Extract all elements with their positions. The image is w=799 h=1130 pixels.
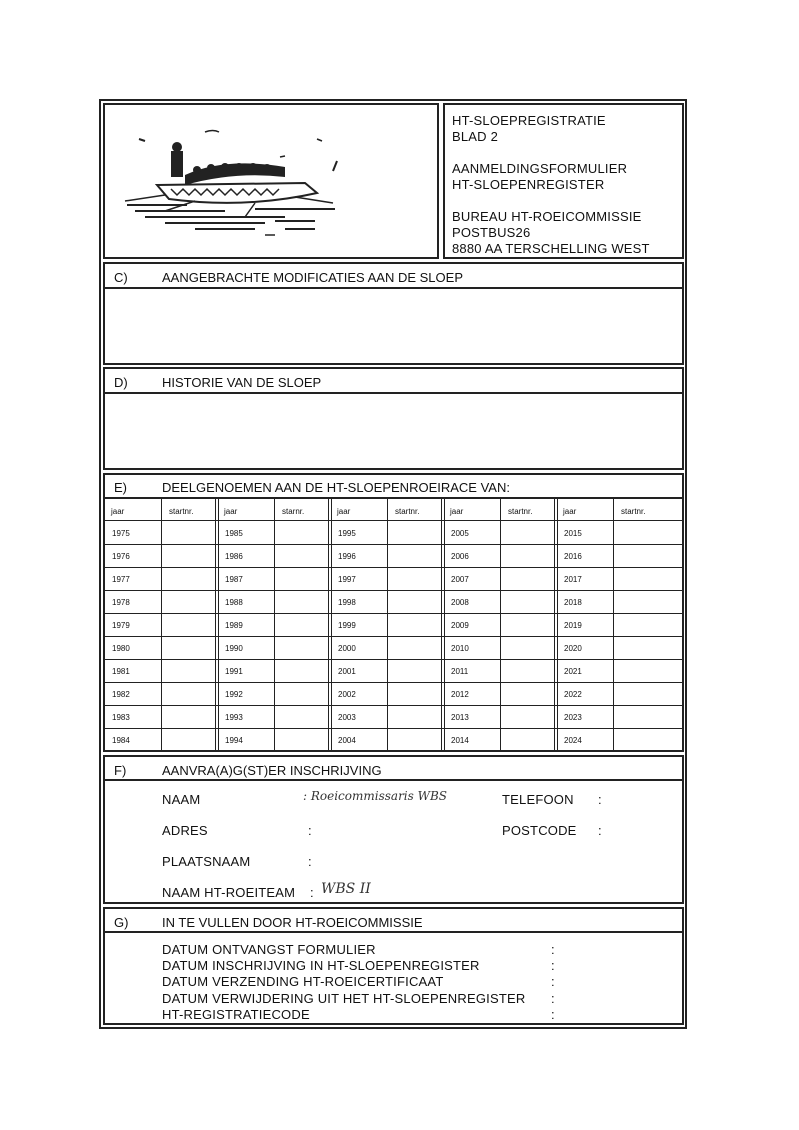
table-column-divider (441, 499, 442, 751)
table-row-divider (105, 659, 682, 660)
table-year-cell: 2007 (451, 575, 469, 584)
table-year-cell: 2022 (564, 690, 582, 699)
table-year-cell: 2006 (451, 552, 469, 561)
table-column-divider (218, 499, 219, 751)
table-year-cell: 1982 (112, 690, 130, 699)
table-year-cell: 1989 (225, 621, 243, 630)
table-startnr-cell[interactable] (615, 684, 678, 703)
table-row-divider (105, 590, 682, 591)
telefoon-label: TELEFOON (502, 792, 574, 807)
table-year-cell: 2012 (451, 690, 469, 699)
rowing-boat-logo (105, 105, 437, 257)
table-year-cell: 2013 (451, 713, 469, 722)
table-year-cell: 1992 (225, 690, 243, 699)
table-year-cell: 1997 (338, 575, 356, 584)
section-e-title: DEELGENOEMEN AAN DE HT-SLOEPENROEIRACE VAN: (162, 480, 510, 495)
table-header-startnr: startnr. (508, 507, 533, 516)
table-startnr-cell[interactable] (163, 684, 214, 703)
table-header-jaar: jaar (450, 507, 464, 516)
table-startnr-cell[interactable] (276, 730, 327, 749)
table-startnr-cell[interactable] (389, 707, 440, 726)
table-year-cell: 2000 (338, 644, 356, 653)
header-line-4: HT-SLOEPENREGISTER (452, 177, 605, 192)
table-startnr-cell[interactable] (163, 730, 214, 749)
table-year-cell: 2023 (564, 713, 582, 722)
naam-value[interactable]: : Roeicommissaris WBS (303, 789, 447, 803)
table-startnr-cell[interactable] (163, 546, 214, 565)
table-startnr-cell[interactable] (502, 684, 553, 703)
table-year-cell: 1991 (225, 667, 243, 676)
commission-colon-1[interactable]: : (551, 942, 555, 957)
table-header-startnr: startnr. (621, 507, 646, 516)
table-startnr-cell[interactable] (389, 661, 440, 680)
table-startnr-cell[interactable] (276, 592, 327, 611)
plaatsnaam-label: PLAATSNAAM (162, 854, 251, 869)
table-startnr-cell[interactable] (502, 638, 553, 657)
table-year-cell: 1980 (112, 644, 130, 653)
table-year-cell: 1985 (225, 529, 243, 538)
table-year-cell: 2019 (564, 621, 582, 630)
table-year-cell: 1981 (112, 667, 130, 676)
table-startnr-cell[interactable] (276, 684, 327, 703)
table-startnr-cell[interactable] (163, 615, 214, 634)
table-startnr-cell[interactable] (389, 523, 440, 542)
table-startnr-cell[interactable] (163, 661, 214, 680)
table-row-divider (105, 544, 682, 545)
section-c-field[interactable] (103, 287, 684, 365)
table-year-cell: 2004 (338, 736, 356, 745)
table-startnr-cell[interactable] (615, 730, 678, 749)
table-startnr-cell[interactable] (615, 523, 678, 542)
commission-item-2: DATUM INSCHRIJVING IN HT-SLOEPENREGISTER (162, 958, 480, 973)
section-g-letter: G) (114, 915, 129, 930)
section-e-header (103, 473, 684, 499)
header-line-6: POSTBUS26 (452, 225, 531, 240)
table-year-cell: 2009 (451, 621, 469, 630)
telefoon-colon[interactable]: : (598, 792, 602, 807)
table-column-divider (274, 499, 275, 751)
table-startnr-cell[interactable] (502, 615, 553, 634)
table-startnr-cell[interactable] (389, 569, 440, 588)
table-year-cell: 2024 (564, 736, 582, 745)
table-column-divider (557, 499, 558, 751)
table-year-cell: 2017 (564, 575, 582, 584)
table-startnr-cell[interactable] (615, 661, 678, 680)
table-startnr-cell[interactable] (615, 638, 678, 657)
section-g-header (103, 907, 684, 933)
table-year-cell: 1976 (112, 552, 130, 561)
section-f-letter: F) (114, 763, 127, 778)
table-year-cell: 2002 (338, 690, 356, 699)
commission-item-3: DATUM VERZENDING HT-ROEICERTIFICAAT (162, 974, 444, 989)
table-column-divider (613, 499, 614, 751)
table-year-cell: 2014 (451, 736, 469, 745)
table-startnr-cell[interactable] (276, 546, 327, 565)
commission-colon-3[interactable]: : (551, 974, 555, 989)
table-startnr-cell[interactable] (502, 569, 553, 588)
table-startnr-cell[interactable] (502, 523, 553, 542)
table-year-cell: 1987 (225, 575, 243, 584)
table-year-cell: 1986 (225, 552, 243, 561)
table-startnr-cell[interactable] (163, 638, 214, 657)
table-column-divider (387, 499, 388, 751)
section-f-title: AANVRA(A)G(ST)ER INSCHRIJVING (162, 763, 382, 778)
table-startnr-cell[interactable] (276, 707, 327, 726)
table-startnr-cell[interactable] (615, 707, 678, 726)
table-startnr-cell[interactable] (615, 569, 678, 588)
commission-item-4: DATUM VERWIJDERING UIT HET HT-SLOEPENREGISTER (162, 991, 526, 1006)
header-line-5: BUREAU HT-ROEICOMMISSIE (452, 209, 642, 224)
table-row-divider (105, 520, 682, 521)
logo-box (103, 103, 439, 259)
table-column-divider (444, 499, 445, 751)
table-startnr-cell[interactable] (502, 707, 553, 726)
table-header-jaar: jaar (224, 507, 238, 516)
table-startnr-cell[interactable] (163, 707, 214, 726)
header-line-3: AANMELDINGSFORMULIER (452, 161, 628, 176)
table-startnr-cell[interactable] (502, 661, 553, 680)
table-year-cell: 1995 (338, 529, 356, 538)
team-value[interactable]: WBS II (321, 881, 371, 897)
table-startnr-cell[interactable] (502, 592, 553, 611)
section-c-header (103, 262, 684, 289)
table-startnr-cell[interactable] (615, 615, 678, 634)
table-startnr-cell[interactable] (276, 638, 327, 657)
table-column-divider (215, 499, 216, 751)
table-year-cell: 2020 (564, 644, 582, 653)
table-startnr-cell[interactable] (276, 615, 327, 634)
team-colon: : (310, 885, 314, 900)
table-column-divider (500, 499, 501, 751)
table-year-cell: 2016 (564, 552, 582, 561)
table-startnr-cell[interactable] (276, 523, 327, 542)
table-startnr-cell[interactable] (615, 546, 678, 565)
table-startnr-cell[interactable] (389, 730, 440, 749)
table-year-cell: 1999 (338, 621, 356, 630)
table-year-cell: 2008 (451, 598, 469, 607)
table-year-cell: 1998 (338, 598, 356, 607)
table-row-divider (105, 567, 682, 568)
section-e-letter: E) (114, 480, 127, 495)
table-startnr-cell[interactable] (163, 523, 214, 542)
table-startnr-cell[interactable] (502, 730, 553, 749)
table-startnr-cell[interactable] (389, 684, 440, 703)
table-header-jaar: jaar (111, 507, 125, 516)
plaatsnaam-colon[interactable]: : (308, 854, 312, 869)
table-year-cell: 2018 (564, 598, 582, 607)
naam-label: NAAM (162, 792, 201, 807)
table-startnr-cell[interactable] (163, 592, 214, 611)
section-f-body (103, 779, 684, 904)
section-c-letter: C) (114, 270, 128, 285)
table-year-cell: 1988 (225, 598, 243, 607)
postcode-colon[interactable]: : (598, 823, 602, 838)
table-startnr-cell[interactable] (163, 569, 214, 588)
commission-colon-4[interactable]: : (551, 991, 555, 1006)
table-header-startnr: startnr. (395, 507, 420, 516)
table-year-cell: 1990 (225, 644, 243, 653)
header-line-2: BLAD 2 (452, 129, 499, 144)
table-column-divider (554, 499, 555, 751)
section-d-title: HISTORIE VAN DE SLOEP (162, 375, 322, 390)
table-startnr-cell[interactable] (389, 638, 440, 657)
table-row-divider (105, 682, 682, 683)
table-column-divider (328, 499, 329, 751)
commission-item-5: HT-REGISTRATIECODE (162, 1007, 310, 1022)
table-year-cell: 1977 (112, 575, 130, 584)
table-startnr-cell[interactable] (276, 661, 327, 680)
table-year-cell: 1979 (112, 621, 130, 630)
table-year-cell: 2015 (564, 529, 582, 538)
table-year-cell: 2010 (451, 644, 469, 653)
adres-label: ADRES (162, 823, 208, 838)
team-label: NAAM HT-ROEITEAM (162, 885, 296, 900)
table-year-cell: 1983 (112, 713, 130, 722)
table-row-divider (105, 728, 682, 729)
table-startnr-cell[interactable] (389, 592, 440, 611)
section-d-header (103, 367, 684, 394)
section-d-field[interactable] (103, 392, 684, 470)
section-c-title: AANGEBRACHTE MODIFICATIES AAN DE SLOEP (162, 270, 463, 285)
table-year-cell: 1975 (112, 529, 130, 538)
section-f-header (103, 755, 684, 781)
section-g-body (103, 931, 684, 1025)
table-header-jaar: jaar (337, 507, 351, 516)
table-column-divider (161, 499, 162, 751)
table-year-cell: 1978 (112, 598, 130, 607)
table-header-jaar: jaar (563, 507, 577, 516)
postcode-label: POSTCODE (502, 823, 577, 838)
table-column-divider (331, 499, 332, 751)
table-year-cell: 1984 (112, 736, 130, 745)
address-box (443, 103, 684, 259)
commission-colon-5[interactable]: : (551, 1007, 555, 1022)
commission-item-1: DATUM ONTVANGST FORMULIER (162, 942, 376, 957)
header-line-1: HT-SLOEPREGISTRATIE (452, 113, 606, 128)
table-startnr-cell[interactable] (276, 569, 327, 588)
table-year-cell: 2003 (338, 713, 356, 722)
table-row-divider (105, 613, 682, 614)
table-year-cell: 1993 (225, 713, 243, 722)
table-year-cell: 2005 (451, 529, 469, 538)
table-year-cell: 2021 (564, 667, 582, 676)
section-d-letter: D) (114, 375, 128, 390)
header-line-7: 8880 AA TERSCHELLING WEST (452, 241, 650, 256)
table-startnr-cell[interactable] (502, 546, 553, 565)
table-year-cell: 2011 (451, 667, 469, 676)
table-startnr-cell[interactable] (389, 546, 440, 565)
table-header-startnr: starnr. (282, 507, 305, 516)
table-year-cell: 1996 (338, 552, 356, 561)
table-row-divider (105, 705, 682, 706)
table-startnr-cell[interactable] (615, 592, 678, 611)
table-header-startnr: startnr. (169, 507, 194, 516)
section-g-title: IN TE VULLEN DOOR HT-ROEICOMMISSIE (162, 915, 423, 930)
race-table (103, 497, 684, 752)
table-year-cell: 2001 (338, 667, 356, 676)
table-year-cell: 1994 (225, 736, 243, 745)
adres-colon[interactable]: : (308, 823, 312, 838)
table-row-divider (105, 636, 682, 637)
table-startnr-cell[interactable] (389, 615, 440, 634)
commission-colon-2[interactable]: : (551, 958, 555, 973)
